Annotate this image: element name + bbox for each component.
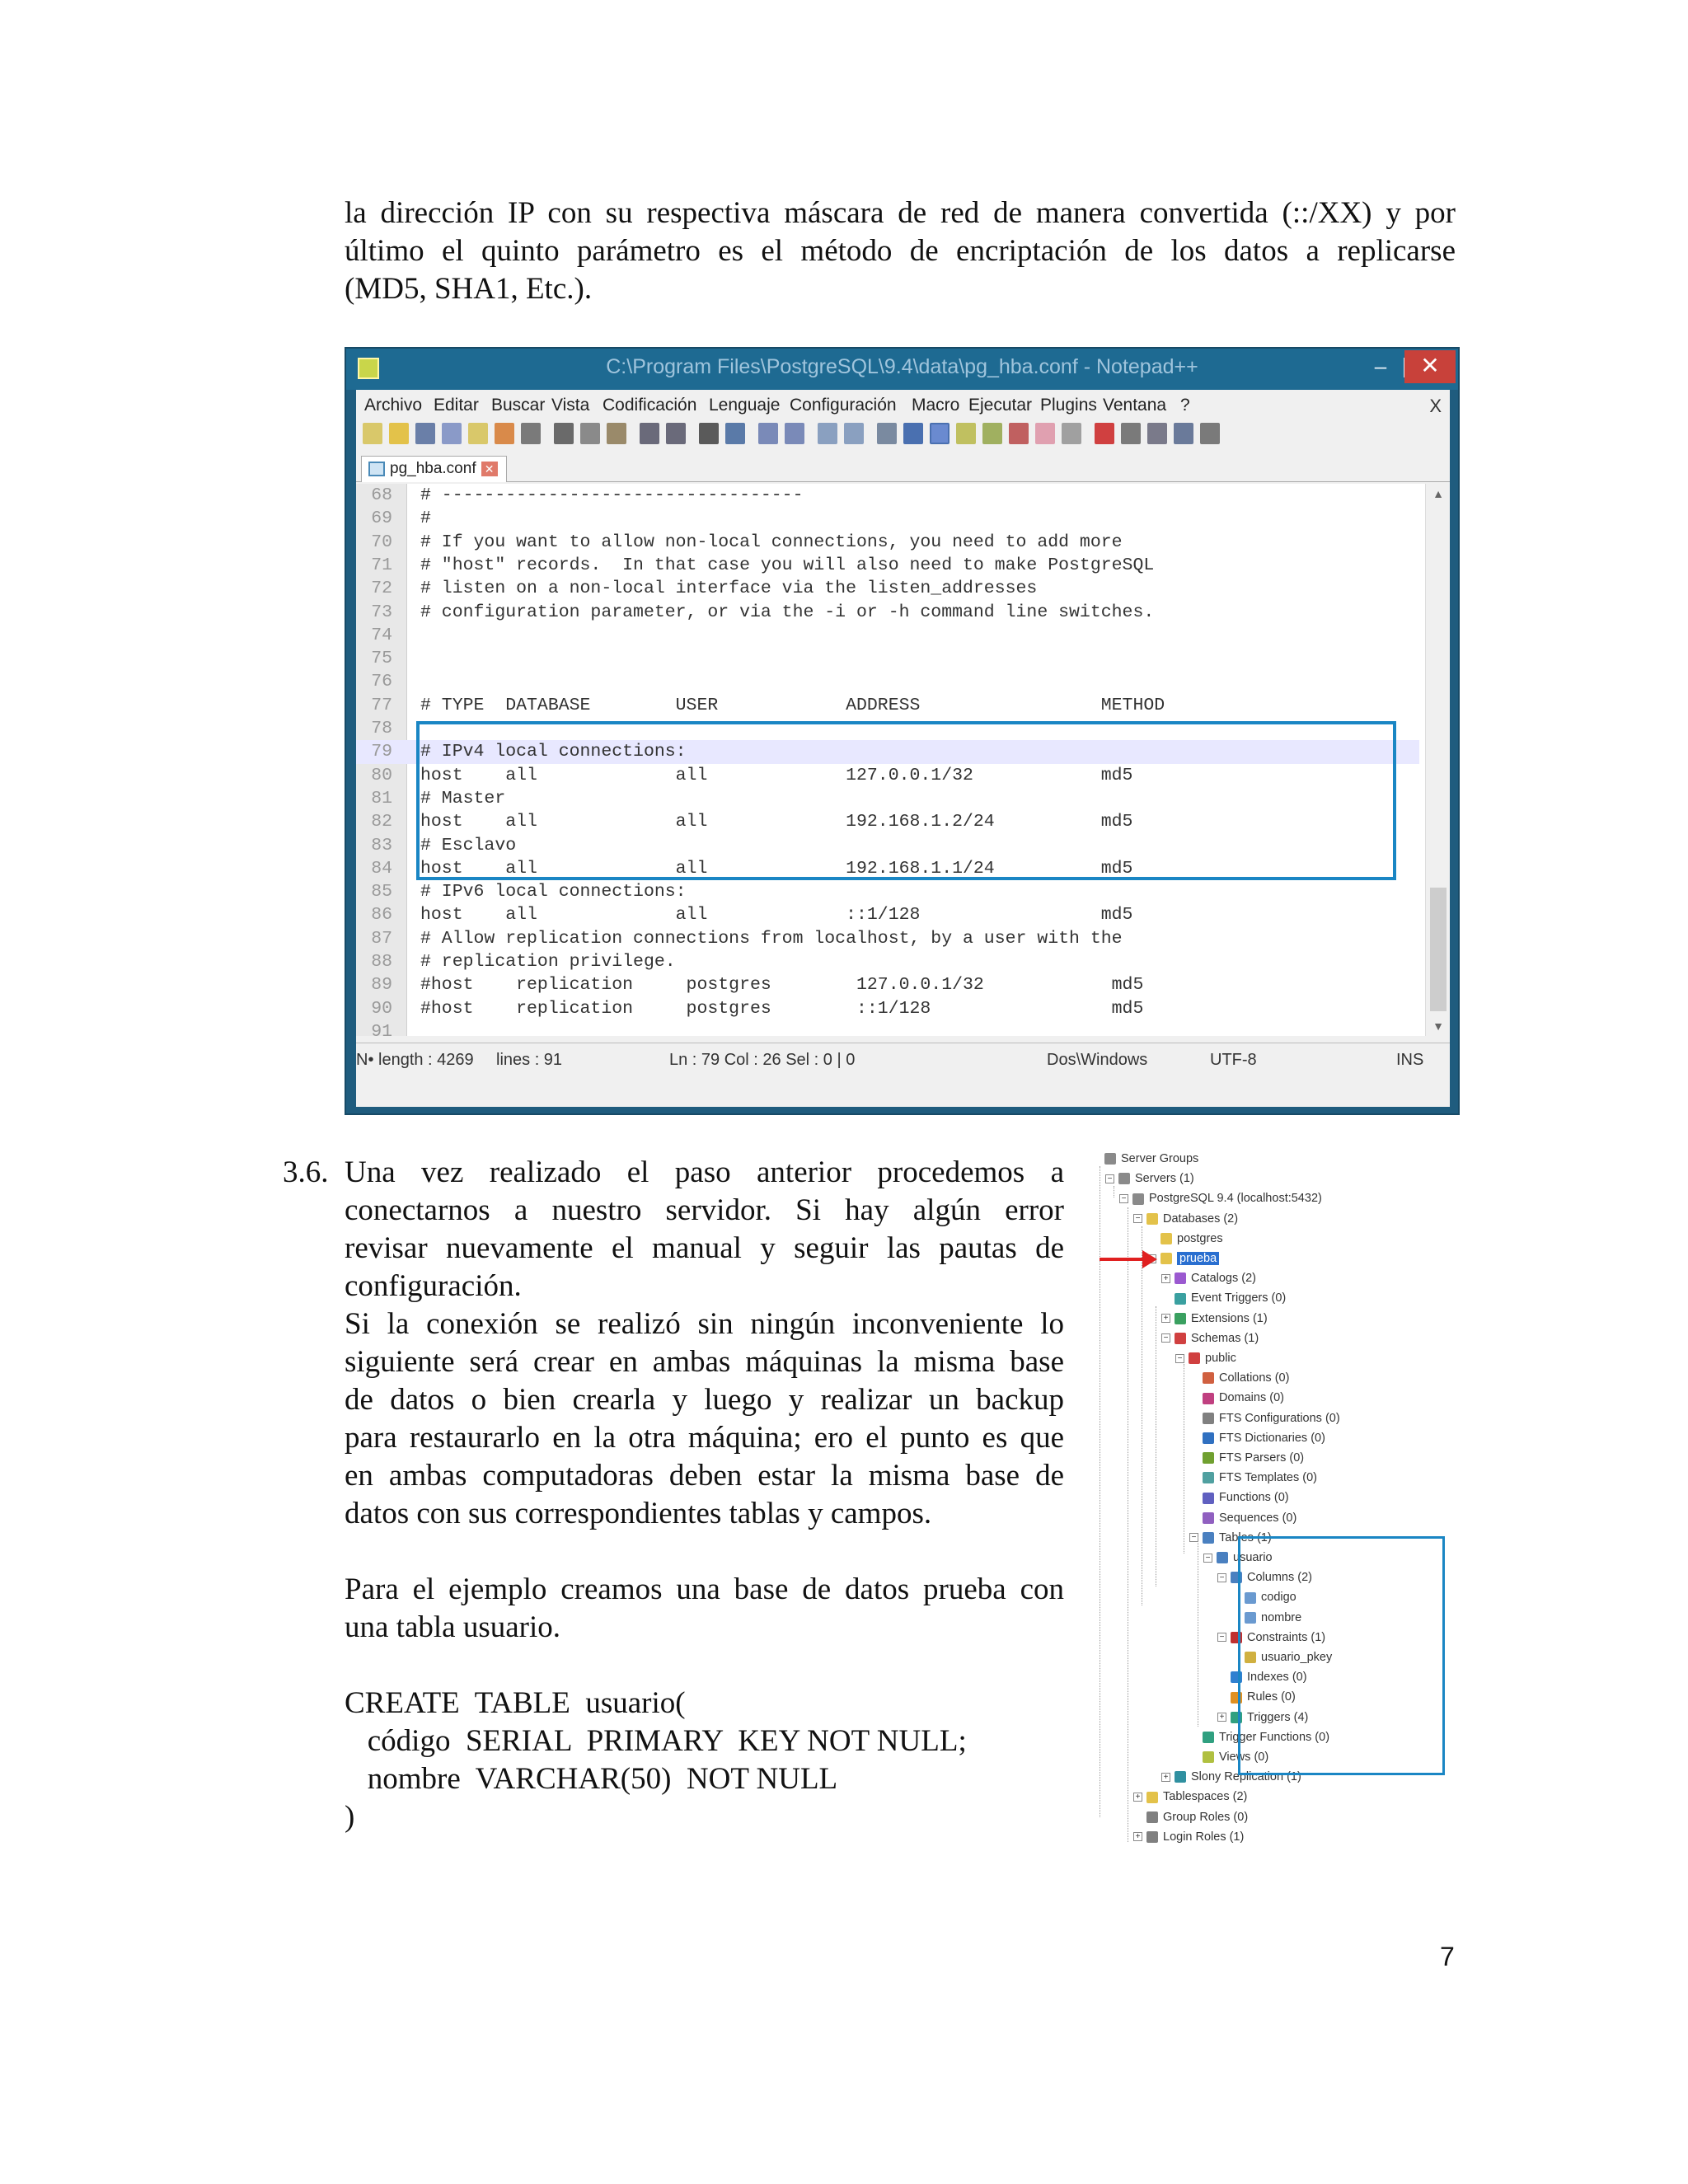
- tree-node-label: Rules (0): [1247, 1690, 1296, 1704]
- tree-node[interactable]: [1147, 1249, 1219, 1268]
- code-line[interactable]: [356, 670, 1419, 693]
- line-number: 70: [371, 532, 392, 552]
- code-line[interactable]: [356, 577, 1419, 600]
- tree-node-label: Catalogs (2): [1191, 1272, 1256, 1286]
- toolbar: [356, 419, 1450, 452]
- file-icon: [368, 462, 385, 476]
- close-document-button[interactable]: X: [1429, 396, 1442, 416]
- code-text: # If you want to allow non-local connections, you need to add more: [420, 532, 1123, 552]
- tree-node[interactable]: [1189, 1449, 1304, 1467]
- window-title: C:\Program Files\PostgreSQL\9.4\data\pg_hba.conf - Notepad++: [606, 355, 1198, 378]
- menu-buscar[interactable]: Buscar: [491, 396, 546, 415]
- collapse-icon[interactable]: −: [1175, 1354, 1184, 1363]
- tree-node-icon: [1146, 1213, 1158, 1225]
- tree-node-icon: [1203, 1393, 1214, 1404]
- tree-node-label: usuario_pkey: [1261, 1651, 1333, 1664]
- section-line: Una vez realizado el paso anterior procedemos a: [345, 1155, 1064, 1189]
- menu-vista[interactable]: Vista: [551, 396, 590, 415]
- language-icon[interactable]: [956, 423, 976, 444]
- line-number: 68: [371, 485, 392, 505]
- tree-node-label: Sequences (0): [1219, 1511, 1297, 1525]
- highlight-box: [416, 721, 1396, 880]
- code-editor[interactable]: [356, 484, 1450, 1042]
- code-text: # IPv6 local connections:: [420, 882, 687, 902]
- code-text: # Master: [420, 788, 506, 808]
- page-number: 7: [1440, 1942, 1455, 1971]
- code-text: host all all ::1/128 md5: [420, 905, 1133, 926]
- code-line[interactable]: [356, 554, 1419, 577]
- code-text: # "host" records. In that case you will also need to make PostgreSQL: [420, 555, 1155, 575]
- replace-icon[interactable]: [725, 423, 745, 444]
- code-line[interactable]: [356, 927, 1419, 950]
- line-number: 73: [371, 602, 392, 622]
- code-line[interactable]: [356, 880, 1419, 903]
- tree-node-label: Databases (2): [1163, 1212, 1239, 1226]
- expand-icon[interactable]: +: [1133, 1793, 1142, 1802]
- notepadpp-screenshot: [345, 347, 1460, 1115]
- menu-macro[interactable]: Macro: [912, 396, 960, 415]
- status-lines: lines : 91: [496, 1051, 563, 1069]
- code-text: # IPv4 local connections:: [420, 742, 687, 762]
- tree-node-icon: [1132, 1193, 1144, 1205]
- sql-line: ): [345, 1800, 355, 1834]
- code-text: # Esclavo: [420, 835, 517, 855]
- tree-node[interactable]: [1133, 1788, 1247, 1806]
- monitoring-icon[interactable]: [1062, 423, 1081, 444]
- tree-node-icon: [1160, 1253, 1172, 1264]
- intro-paragraph: [345, 194, 1456, 308]
- status-bar: [356, 1043, 1450, 1076]
- section-line: en ambas computadoras deben estar la misma base de: [345, 1459, 1064, 1493]
- line-number: 79: [371, 742, 392, 762]
- menu-ventana[interactable]: Ventana: [1103, 396, 1167, 415]
- tree-node-label: Views (0): [1219, 1750, 1269, 1764]
- tree-node[interactable]: [1189, 1469, 1317, 1487]
- tree-node[interactable]: [1091, 1150, 1198, 1168]
- tree-node-label: public: [1205, 1352, 1236, 1365]
- expand-icon[interactable]: +: [1161, 1314, 1170, 1323]
- menu-lenguaje[interactable]: Lenguaje: [709, 396, 781, 415]
- tree-node-label: Triggers (4): [1247, 1710, 1309, 1724]
- tree-node-label: Event Triggers (0): [1191, 1291, 1287, 1305]
- line-number: 80: [371, 765, 392, 785]
- menu-codificacion[interactable]: Codificación: [603, 396, 697, 415]
- sql-line: código SERIAL PRIMARY KEY NOT NULL;: [345, 1724, 967, 1758]
- collapse-icon[interactable]: −: [1133, 1214, 1142, 1223]
- word-wrap-icon[interactable]: [877, 423, 897, 444]
- tree-node-icon: [1203, 1493, 1214, 1504]
- tab-pg-hba-conf[interactable]: [361, 456, 507, 482]
- line-number: 75: [371, 649, 392, 669]
- section-line: configuración.: [345, 1269, 522, 1303]
- code-text: #: [420, 509, 431, 529]
- close-button[interactable]: ✕: [1404, 350, 1456, 383]
- collapse-icon[interactable]: −: [1147, 1254, 1156, 1263]
- tree-node-icon: [1203, 1532, 1214, 1544]
- zoom-out-icon[interactable]: [785, 423, 804, 444]
- tree-node-label: Indexes (0): [1247, 1671, 1307, 1685]
- tree-node-label: Servers (1): [1135, 1172, 1194, 1186]
- status-encoding: UTF-8: [1210, 1051, 1257, 1069]
- tree-node-icon: [1189, 1352, 1200, 1364]
- intro-line: último el quinto parámetro es el método de encriptación de los datos a replicarse: [345, 234, 1456, 268]
- tree-node-label: Constraints (1): [1247, 1630, 1326, 1644]
- line-number: 87: [371, 928, 392, 949]
- section-line: de datos o bien crearla y luego y realizar un backup: [345, 1383, 1064, 1417]
- code-text: # Allow replication connections from localhost, by a user with the: [420, 928, 1123, 949]
- document-map-icon[interactable]: [982, 423, 1002, 444]
- code-text: host all all 192.168.1.2/24 md5: [420, 812, 1133, 832]
- tree-node[interactable]: [1119, 1189, 1322, 1207]
- tree-node-icon: [1160, 1233, 1172, 1244]
- line-number: 69: [371, 509, 392, 529]
- line-number: 83: [371, 835, 392, 855]
- tree-node[interactable]: [1189, 1409, 1340, 1427]
- menu-configuracion[interactable]: Configuración: [790, 396, 897, 415]
- example-line: una tabla usuario.: [345, 1610, 560, 1644]
- tree-node-label: Server Groups: [1121, 1152, 1199, 1165]
- function-list-icon[interactable]: [1009, 423, 1029, 444]
- tree-node[interactable]: [1105, 1169, 1194, 1188]
- save-macro-icon[interactable]: [1200, 423, 1220, 444]
- section-line: para restaurarlo en la otra máquina; ero el punto es que: [345, 1421, 1064, 1455]
- tree-node[interactable]: [1175, 1349, 1236, 1367]
- collapse-icon[interactable]: −: [1161, 1333, 1170, 1343]
- code-line[interactable]: [356, 903, 1419, 926]
- code-line[interactable]: [356, 507, 1419, 530]
- tree-node-icon: [1203, 1732, 1214, 1743]
- intro-line: (MD5, SHA1, Etc.).: [345, 272, 593, 306]
- copy-icon[interactable]: [580, 423, 600, 444]
- save-icon[interactable]: [415, 423, 435, 444]
- tree-node-icon: [1146, 1811, 1158, 1823]
- code-line[interactable]: [356, 1020, 1419, 1043]
- menu-help[interactable]: ?: [1180, 396, 1190, 415]
- tree-node[interactable]: [1189, 1509, 1296, 1527]
- tree-node-label: Collations (0): [1219, 1371, 1290, 1385]
- code-text: host all all 192.168.1.1/24 md5: [420, 858, 1133, 879]
- tree-node[interactable]: [1147, 1230, 1223, 1248]
- line-number: 89: [371, 975, 392, 996]
- paste-icon[interactable]: [607, 423, 626, 444]
- expand-icon[interactable]: +: [1161, 1274, 1170, 1283]
- section-line: siguiente será crear en ambas máquinas la misma base: [345, 1345, 1064, 1379]
- tree-node-icon: [1175, 1293, 1186, 1305]
- tree-node-label: postgres: [1177, 1231, 1223, 1245]
- menu-ejecutar[interactable]: Ejecutar: [968, 396, 1033, 415]
- line-number: 74: [371, 625, 392, 645]
- line-number: 71: [371, 555, 392, 575]
- status-position: Ln : 79 Col : 26 Sel : 0 | 0: [669, 1051, 856, 1069]
- code-line[interactable]: [356, 601, 1419, 624]
- tree-node-icon: [1203, 1751, 1214, 1763]
- section-line: Si la conexión se realizó sin ningún inconveniente lo: [345, 1307, 1064, 1341]
- intro-line: la dirección IP con su respectiva máscara de red de manera convertida (::/XX) y por: [345, 196, 1456, 230]
- code-line[interactable]: [356, 647, 1419, 670]
- zoom-in-icon[interactable]: [758, 423, 778, 444]
- line-number: 91: [371, 1021, 392, 1042]
- collapse-icon[interactable]: −: [1217, 1633, 1226, 1642]
- tree-node-icon: [1104, 1153, 1116, 1165]
- code-line[interactable]: [356, 950, 1419, 973]
- vertical-scrollbar[interactable]: [1425, 484, 1450, 1036]
- status-eol: Dos\Windows: [1047, 1051, 1148, 1069]
- line-number: 81: [371, 788, 392, 808]
- tree-node[interactable]: [1161, 1310, 1268, 1328]
- tree-node[interactable]: [1133, 1210, 1238, 1228]
- save-all-icon[interactable]: [442, 423, 462, 444]
- tree-node[interactable]: [1161, 1289, 1286, 1307]
- tree-node-icon: [1175, 1313, 1186, 1324]
- line-number: 85: [371, 882, 392, 902]
- tree-node-label: Group Roles (0): [1163, 1810, 1249, 1824]
- scrollbar-thumb[interactable]: [1430, 888, 1447, 1011]
- tree-node-icon: [1203, 1512, 1214, 1524]
- line-number: 88: [371, 952, 392, 972]
- section-line: conectarnos a nuestro servidor. Si hay algún error: [345, 1193, 1064, 1227]
- collapse-icon[interactable]: −: [1217, 1573, 1226, 1582]
- tree-node-label: Slony Replication (1): [1191, 1770, 1301, 1784]
- code-text: # replication privilege.: [420, 952, 676, 972]
- tree-node-label: codigo: [1261, 1591, 1296, 1605]
- tree-node-label: Extensions (1): [1191, 1311, 1268, 1325]
- menu-bar: [356, 390, 1450, 418]
- tree-node[interactable]: [1161, 1269, 1256, 1287]
- collapse-icon[interactable]: −: [1119, 1194, 1128, 1203]
- tab-label: pg_hba.conf: [390, 460, 476, 477]
- menu-archivo[interactable]: Archivo: [364, 396, 423, 415]
- line-number: 86: [371, 905, 392, 926]
- redo-icon[interactable]: [666, 423, 686, 444]
- tree-node-icon: [1146, 1792, 1158, 1803]
- expand-icon[interactable]: +: [1133, 1832, 1142, 1841]
- code-text: host all all 127.0.0.1/32 md5: [420, 765, 1133, 785]
- tree-node-label: Functions (0): [1219, 1491, 1289, 1505]
- tree-node-label: PostgreSQL 9.4 (localhost:5432): [1149, 1192, 1322, 1206]
- line-number: 76: [371, 672, 392, 692]
- folder-workspace-icon[interactable]: [1035, 423, 1055, 444]
- tree-node[interactable]: [1133, 1808, 1248, 1826]
- tables-highlight-box: [1238, 1536, 1445, 1775]
- tree-node-icon: [1203, 1372, 1214, 1384]
- status-mode: INS: [1396, 1051, 1424, 1069]
- tree-node-label: nombre: [1261, 1610, 1302, 1624]
- tree-node-label: Columns (2): [1247, 1571, 1312, 1585]
- find-icon[interactable]: [699, 423, 719, 444]
- sql-line: nombre VARCHAR(50) NOT NULL: [345, 1762, 838, 1796]
- tree-node-label: Tables (1): [1219, 1530, 1272, 1544]
- line-number: 78: [371, 719, 392, 738]
- line-number: 90: [371, 998, 392, 1019]
- menu-plugins[interactable]: Plugins: [1040, 396, 1097, 415]
- cut-icon[interactable]: [554, 423, 574, 444]
- new-file-icon[interactable]: [363, 423, 382, 444]
- example-line: Para el ejemplo creamos una base de datos prueba con: [345, 1572, 1064, 1606]
- tree-node-icon: [1175, 1771, 1186, 1783]
- tab-close-icon[interactable]: ✕: [481, 462, 498, 476]
- tree-node[interactable]: [1189, 1369, 1289, 1387]
- scroll-up-icon[interactable]: ▲: [1432, 487, 1444, 500]
- window-titlebar: [346, 349, 1458, 390]
- tree-node-label: usuario: [1233, 1551, 1273, 1564]
- close-all-icon[interactable]: [495, 423, 514, 444]
- indent-guide-icon[interactable]: [930, 423, 950, 444]
- tree-node-label: Domains (0): [1219, 1391, 1284, 1405]
- tree-node-icon: [1203, 1413, 1214, 1424]
- minimize-button[interactable]: –: [1374, 354, 1387, 378]
- tree-node-label: prueba: [1177, 1252, 1219, 1265]
- undo-icon[interactable]: [640, 423, 659, 444]
- tree-node-label: FTS Dictionaries (0): [1219, 1431, 1325, 1445]
- run-macro-multiple-icon[interactable]: [1174, 423, 1193, 444]
- record-macro-icon[interactable]: [1095, 423, 1114, 444]
- sync-vertical-icon[interactable]: [818, 423, 837, 444]
- collapse-icon[interactable]: −: [1105, 1174, 1114, 1183]
- tree-node-icon: [1118, 1173, 1130, 1184]
- tree-node-label: Schemas (1): [1191, 1331, 1259, 1345]
- menu-editar[interactable]: Editar: [434, 396, 479, 415]
- code-text: # TYPE DATABASE USER ADDRESS METHOD: [420, 695, 1165, 715]
- tree-node-icon: [1203, 1472, 1214, 1483]
- section-body: [345, 1154, 1064, 1836]
- sql-line: CREATE TABLE usuario(: [345, 1686, 686, 1720]
- tree-node-label: FTS Parsers (0): [1219, 1451, 1305, 1465]
- section-number: 3.6.: [283, 1155, 329, 1189]
- tree-node-icon: [1146, 1831, 1158, 1843]
- tree-node-icon: [1203, 1452, 1214, 1464]
- show-all-characters-icon[interactable]: [903, 423, 923, 444]
- tree-node-label: FTS Templates (0): [1219, 1471, 1317, 1485]
- window-client-area: [356, 390, 1450, 1107]
- document-tabs: [356, 456, 1450, 482]
- tree-node-label: Login Roles (1): [1163, 1830, 1245, 1844]
- code-text: # configuration parameter, or via the -i or -h command line switches.: [420, 602, 1155, 622]
- expand-icon[interactable]: +: [1217, 1713, 1226, 1722]
- print-icon[interactable]: [521, 423, 541, 444]
- section-line: revisar nuevamente el manual y seguir las pautas de: [345, 1231, 1064, 1265]
- tree-node-label: FTS Configurations (0): [1219, 1411, 1340, 1425]
- tree-node[interactable]: [1189, 1429, 1325, 1447]
- stop-macro-icon[interactable]: [1121, 423, 1141, 444]
- play-macro-icon[interactable]: [1147, 423, 1167, 444]
- sync-horizontal-icon[interactable]: [844, 423, 864, 444]
- section-line: datos con sus correspondientes tablas y campos.: [345, 1497, 932, 1530]
- tree-node[interactable]: [1161, 1329, 1259, 1347]
- tree-node-icon: [1203, 1432, 1214, 1444]
- line-number: 72: [371, 579, 392, 599]
- code-line[interactable]: [356, 531, 1419, 554]
- collapse-icon[interactable]: −: [1189, 1533, 1198, 1542]
- tree-node[interactable]: [1189, 1389, 1284, 1407]
- open-file-icon[interactable]: [389, 423, 409, 444]
- tree-node-icon: [1175, 1333, 1186, 1344]
- tree-node-label: Trigger Functions (0): [1219, 1730, 1330, 1744]
- status-length: N• length : 4269: [356, 1051, 474, 1069]
- expand-icon[interactable]: +: [1161, 1773, 1170, 1782]
- code-text: #host replication postgres 127.0.0.1/32 md5: [420, 975, 1144, 996]
- code-text: #host replication postgres ::1/128 md5: [420, 998, 1144, 1019]
- tree-node-icon: [1175, 1272, 1186, 1284]
- line-number: 82: [371, 812, 392, 832]
- tree-node-label: Tablespaces (2): [1163, 1790, 1248, 1804]
- code-text: # listen on a non-local interface via the listen_addresses: [420, 579, 1038, 599]
- tree-node-icon: [1217, 1552, 1228, 1563]
- line-number: 77: [371, 695, 392, 715]
- code-line[interactable]: [356, 624, 1419, 647]
- scroll-down-icon[interactable]: ▼: [1432, 1019, 1444, 1033]
- code-line[interactable]: [356, 484, 1419, 507]
- red-arrow-icon: [1100, 1256, 1157, 1263]
- code-line[interactable]: [356, 997, 1419, 1020]
- tree-node[interactable]: [1133, 1828, 1244, 1846]
- collapse-icon[interactable]: −: [1203, 1554, 1212, 1563]
- code-line[interactable]: [356, 694, 1419, 717]
- tree-node[interactable]: [1189, 1488, 1289, 1507]
- code-text: # ----------------------------------: [420, 485, 804, 505]
- code-line[interactable]: [356, 973, 1419, 996]
- line-number: 84: [371, 858, 392, 879]
- close-icon[interactable]: [468, 423, 488, 444]
